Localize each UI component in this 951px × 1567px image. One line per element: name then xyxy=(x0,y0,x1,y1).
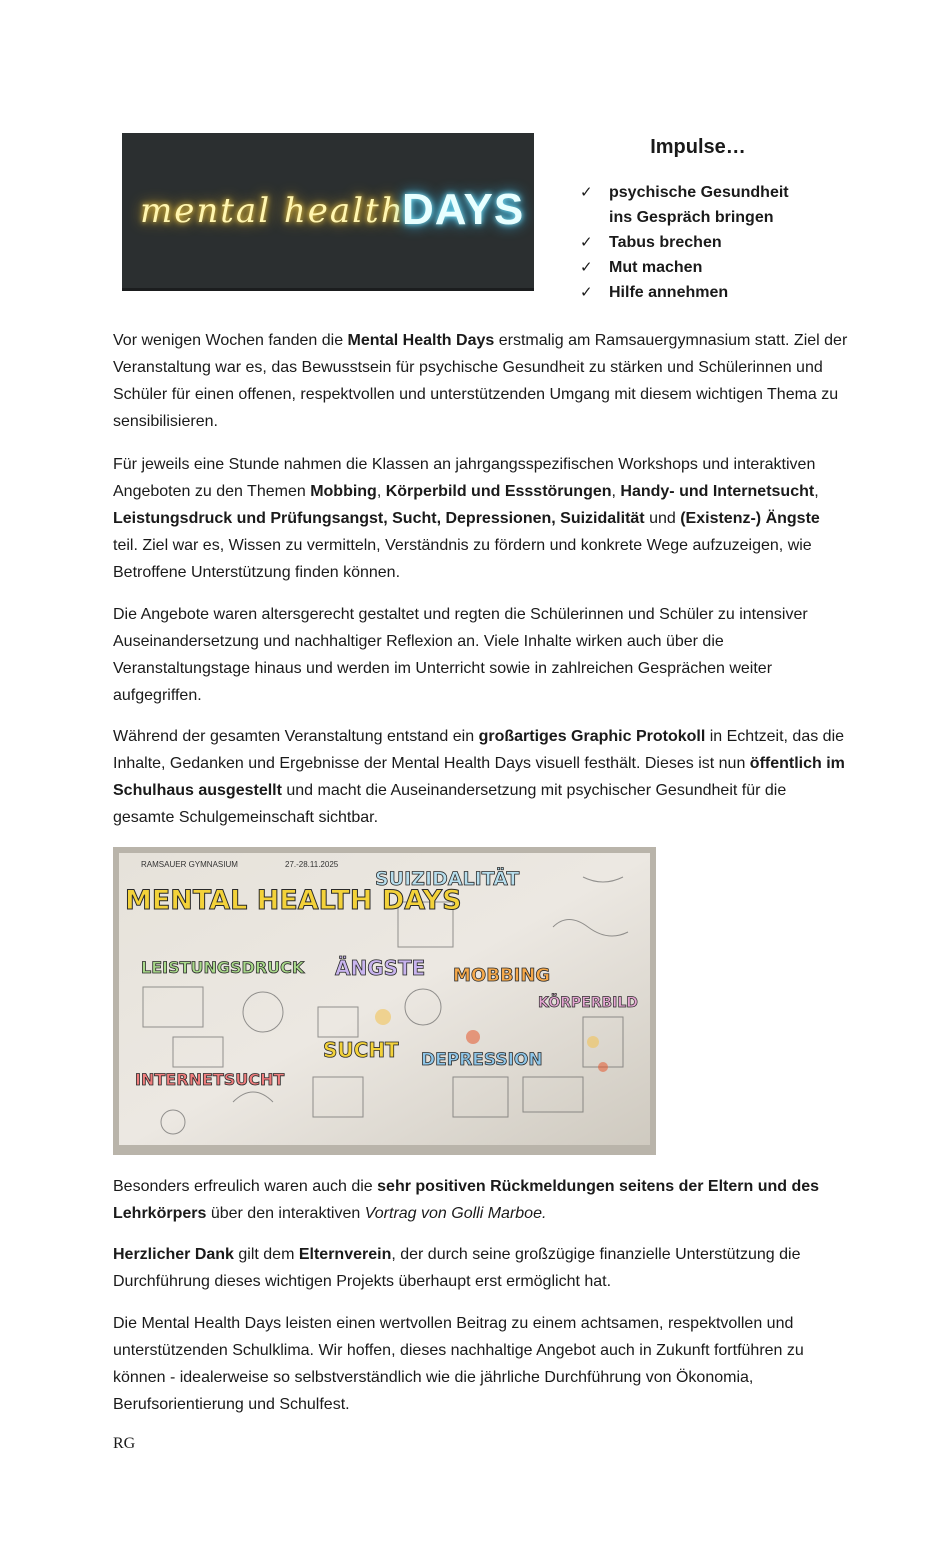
poster-label-leistungsdruck: LEISTUNGSDRUCK xyxy=(141,958,305,977)
poster-label-internetsucht: INTERNETSUCHT xyxy=(135,1070,285,1089)
text-run: , xyxy=(814,483,819,500)
text-run: Während der gesamten Veranstaltung entstand ein xyxy=(113,728,479,745)
bold-run: (Existenz-) Ängste xyxy=(680,510,820,527)
impulse-item-label: Mut machen xyxy=(609,259,703,276)
text-run: , der durch seine großzügige finanzielle Unterstützung die Durchführung dieses wichtigen Projekts überhaupt erst ermöglicht hat. xyxy=(113,1246,801,1290)
text-run: Für jeweils eine Stunde nahmen die Klassen an jahrgangsspezifischen Workshops und interaktiven Angeboten zu den Themen xyxy=(113,456,816,500)
text-run: Vor wenigen Wochen fanden die xyxy=(113,332,348,349)
check-icon: ✓ xyxy=(580,258,593,276)
poster-dates-label: 27.-28.11.2025 xyxy=(285,860,339,869)
poster-school-label: RAMSAUER GYMNASIUM xyxy=(141,860,238,869)
text-run: Besonders erfreulich waren auch die xyxy=(113,1178,378,1195)
bold-run: Elternverein xyxy=(298,1246,392,1263)
banner-days-text: DAYS xyxy=(402,185,525,234)
text-run: und xyxy=(644,510,681,527)
text-run: , xyxy=(611,483,621,500)
text-run: , xyxy=(376,483,386,500)
bold-run: Leistungsdruck und Prüfungsangst, Sucht, Depressionen, Suizidalität xyxy=(113,510,645,527)
paragraph-offers xyxy=(113,601,848,709)
bold-run: Herzlicher Dank xyxy=(113,1246,234,1263)
poster-title: MENTAL HEALTH DAYS xyxy=(125,885,462,916)
poster-label-depression: DEPRESSION xyxy=(421,1050,543,1070)
text-run: Die Mental Health Days leisten einen wertvollen Beitrag zu einem achtsamen, respektvollen und unterstützenden Schulklima. Wir hoffen, dieses nachhaltige Angebot auch in Zukunft fortführen zu können - idealerweise so selbstverständlich wie die jährliche Durchführung von Ökonomia, Berufsorientierung und Schulfest. xyxy=(113,1315,804,1413)
paragraph-feedback xyxy=(113,1173,848,1227)
impulse-list xyxy=(580,180,809,305)
bold-run: Mobbing xyxy=(310,483,377,500)
impulse-item xyxy=(580,180,809,230)
impulse-item xyxy=(580,280,809,305)
graphic-protocol-photo xyxy=(113,847,656,1155)
text-run: über den interaktiven xyxy=(206,1205,365,1222)
bold-run: großartiges Graphic Protokoll xyxy=(478,728,706,745)
text-run: und macht die Auseinandersetzung mit psychischer Gesundheit für die gesamte Schulgemeinschaft sichtbar. xyxy=(113,782,787,826)
poster-label-sucht: SUCHT xyxy=(323,1038,399,1062)
check-icon: ✓ xyxy=(580,183,593,201)
text-run: teil. Ziel war es, Wissen zu vermitteln, Verständnis zu fördern und konkrete Wege aufzuzeigen, wie Betroffene Unterstützung finden können. xyxy=(113,537,812,581)
impulse-item xyxy=(580,255,809,280)
author-signature: RG xyxy=(113,1435,136,1452)
poster-label-koerperbild: KÖRPERBILD xyxy=(538,995,638,1011)
poster-label-aengste: ÄNGSTE xyxy=(335,956,426,980)
paragraph-closing xyxy=(113,1310,848,1418)
impulse-title: Impulse… xyxy=(650,136,746,158)
bold-run: Körperbild und Essstörungen xyxy=(385,483,612,500)
bold-run: Mental Health Days xyxy=(347,332,495,349)
paragraph-graphic-protocol xyxy=(113,723,848,831)
poster-label-suizidalitaet: SUIZIDALITÄT xyxy=(375,868,520,890)
bold-run: öffentlich im Schulhaus ausgestellt xyxy=(113,755,845,799)
impulse-item xyxy=(580,230,809,255)
banner-script-text: mental health xyxy=(140,191,405,231)
paragraph-thanks xyxy=(113,1241,848,1295)
text-run: in Echtzeit, das die Inhalte, Gedanken und Ergebnisse der Mental Health Days visuell festhält. Dieses ist nun xyxy=(113,728,845,772)
text-run: gilt dem xyxy=(233,1246,299,1263)
impulse-item-label: Tabus brechen xyxy=(609,234,722,251)
bold-run: sehr positiven Rückmeldungen seitens der Eltern und des Lehrkörpers xyxy=(113,1178,820,1222)
bold-run: Handy- und Internetsucht xyxy=(620,483,815,500)
impulse-item-label: Hilfe annehmen xyxy=(609,284,729,301)
mental-health-days-banner xyxy=(122,133,534,291)
check-icon: ✓ xyxy=(580,233,593,251)
check-icon: ✓ xyxy=(580,283,593,301)
paragraph-workshops xyxy=(113,451,848,586)
poster-label-mobbing: MOBBING xyxy=(453,965,551,986)
text-run: Die Angebote waren altersgerecht gestaltet und regten die Schülerinnen und Schüler zu intensiver Auseinandersetzung und nachhaltiger Reflexion an. Viele Inhalte wirken auch über die Veranstaltungstage hinaus und werden im Unterricht sowie in zahlreichen Gesprächen weiter aufgegriffen. xyxy=(113,606,808,704)
italic-run: Vortrag von Golli Marboe. xyxy=(364,1205,547,1222)
paragraph-intro xyxy=(113,327,848,435)
text-run: erstmalig am Ramsauergymnasium statt. Ziel der Veranstaltung war es, das Bewusstsein für psychische Gesundheit zu stärken und Schülerinnen und Schüler für einen offenen, respektvollen und unterstützenden Umgang mit diesem wichtigen Thema zu sensibilisieren. xyxy=(113,332,848,430)
impulse-item-label: psychische Gesundheit ins Gespräch bringen xyxy=(609,184,789,226)
